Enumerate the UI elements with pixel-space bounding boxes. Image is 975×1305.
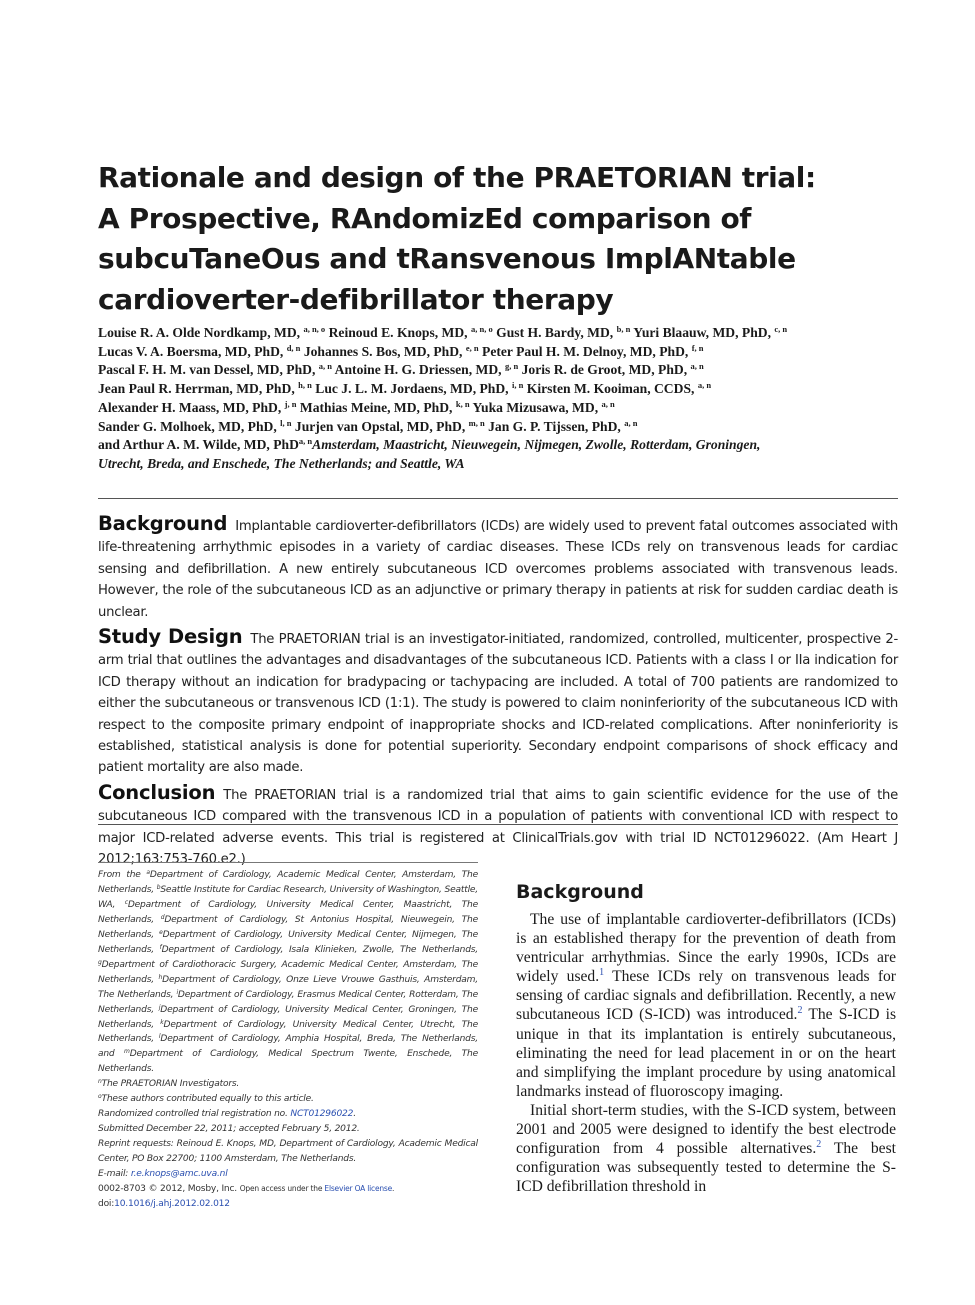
author-name: Sander G. Molhoek, MD, PhD, [98,418,277,434]
footnote-text: Department of Cardiology, St Antonius Hospital, Nieuwegein, The Netherlands, [98,914,478,940]
affiliation-marker: c [124,898,128,906]
abstract-text: The PRAETORIAN trial is an investigator-initiated, randomized, controlled, multicenter, prospective 2-arm trial that outlines the advantages and disadvantages of the subcutaneous ICD. Patients with a class I or IIa indication for ICD therapy without an indication for bradypacing or tachypacing are included. A total of 700 patients are randomized to either the subcutaneous or transvenous ICD (1:1). The study is powered to claim noninferiority of the subcutaneous ICD with respect to the composite primary endpoint of inappropriate shocks and ICD-related complications. After noninferiority is established, statistical analysis is done for potential superiority. Secondary endpoint comparisons of shock efficacy and patient mortality are also made. [98,632,898,776]
author-affiliation-marker: a, n, o [471,324,493,334]
footnote-text: The PRAETORIAN Investigators. [101,1079,240,1090]
author-line [98,361,898,380]
author-line [98,324,898,343]
author-name: Pascal F. H. M. van Dessel, MD, PhD, [98,362,316,378]
footnote-text: Randomized controlled trial registration no. [98,1109,291,1120]
email-footnote [98,1167,478,1182]
title-line: A Prospective, RAndomizEd comparison of [98,201,752,235]
abstract-text: Implantable cardioverter-defibrillators (ICDs) are widely used to prevent fatal outcomes associated with life-threatening arrhythmic episodes in a variety of cardiac diseases. These ICDs rely on transvenous leads for cardiac sensing and defibrillation. A new entirely subcutaneous ICD overcomes problems associated with transvenous leads. However, the role of the subcutaneous ICD as an adjunctive or primary therapy in patients at risk for sudden cardiac death is unclear. [98,519,898,620]
registration-footnote [98,1107,478,1122]
section-heading: Background [516,881,644,903]
author-name: Luc J. L. M. Jordaens, MD, PhD, [315,381,509,397]
author-affiliation-marker: a, n, o [303,324,326,334]
affiliation-marker: m [124,1048,130,1056]
footnote-text: Open access under the [239,1184,325,1194]
affiliation-locations: Utrecht, Breda, and Enschede, The Netherlands; and Seattle, WA [98,455,465,471]
affiliation-marker: e [159,928,163,936]
author-line [98,418,898,437]
doi-footnote [98,1197,478,1212]
author-name: Jurjen van Opstal, MD, PhD, [294,418,466,434]
author-name: Kirsten M. Kooiman, CCDS, [526,381,695,397]
affiliation-marker: l [158,1033,161,1041]
author-name: Alexander H. Maass, MD, PhD, [98,399,282,415]
affiliation-marker: h [158,973,163,981]
author-affiliation-marker: a, n [697,380,712,391]
footnote-text: Department of Cardiology, Amphia Hospital, Breda, The Netherlands, and [98,1034,478,1060]
footnote-text: From the [98,870,147,880]
doi-link[interactable]: 10.1016/j.ahj.2012.02.012 [114,1198,230,1209]
abstract-conclusion [98,782,898,871]
article-page [98,0,898,1305]
footnote-text: Department of Cardiology, Medical Spectrum Twente, Enschede, The Netherlands. [98,1049,478,1075]
author-affiliation-marker: h, n [298,380,312,391]
author-name: and Arthur A. M. Wilde, MD, PhD [98,437,299,453]
body-column [516,880,896,1196]
abstract [98,513,898,874]
author-affiliation-marker: a, n [318,361,333,372]
author-affiliation-marker: b, n [616,324,631,334]
affiliation-marker: j [158,1003,161,1011]
reference-link[interactable]: 2 [797,1005,803,1017]
author-name: Gust H. Bardy, MD, [496,325,614,340]
abstract-top-rule [98,498,898,499]
footnote-text: Department of Cardiothoracic Surgery, Academic Medical Center, Amsterdam, The Netherlands, [98,959,478,985]
abstract-bottom-rule [98,824,898,825]
author-name: Jan G. P. Tijssen, PhD, [488,418,621,434]
body-text: The S-ICD is unique in that its implantation is entirely subcutaneous, eliminating the need for lead placement in or on the heart and simplifying the implant procedure by using anatomical landmarks instead of fluoroscopy imaging. [516,1006,897,1100]
footnote-text: Department of Cardiology, University Medical Center, Utrecht, The Netherlands, [98,1019,478,1045]
author-affiliation-marker: m, n [468,417,485,428]
author-affiliation-marker: e, n [465,342,479,353]
author-affiliation-marker: a, n [298,436,313,447]
body-paragraph [516,910,896,1101]
author-affiliation-marker: g, n [504,361,519,372]
affiliation-marker: a [146,869,150,876]
author-name: Mathias Meine, MD, PhD, [299,399,453,415]
abstract-heading: Study Design [98,625,243,649]
footnote-text: These authors contributed equally to this article. [101,1094,314,1105]
affiliation-locations: Amsterdam, Maastricht, Nieuwegein, Nijmegen, Zwolle, Rotterdam, Groningen, [312,437,761,453]
article-title [98,158,898,320]
footnote-text: . [392,1184,395,1194]
footnote-rule [98,862,478,863]
investigators-footnote [98,1077,478,1092]
affiliation-marker: o [98,1093,102,1101]
footnote-text: E-mail: [98,1169,131,1180]
body-text: Initial short-term studies, with the S-ICD system, between 2001 and 2005 were designed to identify the best electrode configuration from 4 possible alternatives. [516,1101,896,1158]
affiliation-marker: f [159,943,162,951]
affiliations-footnote [98,868,478,1077]
title-line: Rationale and design of the PRAETORIAN trial: [98,161,816,194]
author-name: Johannes S. Bos, MD, PhD, [303,343,463,359]
affiliation-marker: n [98,1078,102,1086]
author-affiliation-marker: a, n [690,361,704,372]
author-affiliation-marker: a, n [624,417,638,428]
abstract-background [98,513,898,623]
footnote-text: doi: [98,1198,115,1209]
author-list [98,324,898,474]
author-affiliation-marker: f, n [691,342,704,353]
author-affiliation-marker: d, n [286,342,301,353]
author-line [98,343,898,362]
author-name: Lucas V. A. Boersma, MD, PhD, [98,343,284,359]
registration-link[interactable]: NCT01296022 [290,1109,354,1120]
footnote-text: Seattle Institute for Cardiac Research, University of Washington, Seattle, WA, [98,884,478,910]
reference-link[interactable]: 1 [599,967,605,979]
author-name: Reinoud E. Knops, MD, [328,325,468,340]
affiliation-marker: d [160,913,165,921]
author-name: Antoine H. G. Driessen, MD, [334,362,502,378]
body-paragraph [516,1101,896,1196]
title-line: subcuTaneOus and tRansvenous ImplANtable [98,242,796,275]
author-affiliation-marker: i, n [512,380,524,391]
equal-contribution-footnote [98,1092,478,1107]
affiliation-marker: b [156,883,161,891]
footnote-text: 0002-8703 © 2012, Mosby, Inc. [98,1184,237,1195]
body-text: The use of implantable cardioverter-defibrillators (ICDs) is an established therapy for the prevention of death from ventricular arrhythmias. Since the early 1990s, ICDs are widely used. [516,911,896,986]
abstract-study-design [98,626,898,779]
body-text: These ICDs rely on transvenous leads for sensing of cardiac signals and defibrillation. Recently, a new subcutaneous ICD (S-ICD) was introduced. [516,968,897,1024]
submitted-footnote: Submitted December 22, 2011; accepted February 5, 2012. [98,1124,360,1135]
author-affiliation-marker: c, n [774,324,788,334]
author-name: Yuka Mizusawa, MD, [472,399,599,415]
author-affiliation-marker: l, n [280,417,292,428]
affiliation-marker: i [176,988,178,996]
author-name: Yuri Blaauw, MD, PhD, [633,325,771,340]
footnote-text: . [353,1109,356,1120]
author-line [98,436,898,455]
author-affiliation-marker: k, n [455,398,470,409]
author-affiliation-marker: a, n [601,398,615,409]
author-name: Joris R. de Groot, MD, PhD, [521,362,688,378]
license-link[interactable]: Elsevier OA license [324,1184,393,1194]
footnote-text: Department of Cardiology, Academic Medical Center, Amsterdam, The Netherlands, [98,870,478,895]
footnote-text: Department of Cardiology, Isala Klinieken, Zwolle, The Netherlands, [161,944,478,955]
author-line [98,380,898,399]
body-text: The best configuration was subsequently tested to determine the S-ICD defibrillation threshold in [516,1140,896,1196]
author-line [98,399,898,418]
reprint-footnote: Reprint requests: Reinoud E. Knops, MD, Department of Cardiology, Academic Medical Center, PO Box 22700; 1100 Amsterdam, The Netherlands. [98,1139,478,1165]
affiliation-marker: g [98,958,102,966]
author-name: Jean Paul R. Herrman, MD, PhD, [98,381,295,397]
author-name: Louise R. A. Olde Nordkamp, MD, [98,325,301,340]
abstract-heading: Background [98,512,228,535]
title-line: cardioverter-defibrillator therapy [98,282,614,316]
footnote-text: Department of Cardiology, University Medical Center, Nijmegen, The Netherlands, [98,929,478,955]
author-name: Peter Paul H. M. Delnoy, MD, PhD, [482,343,689,359]
footnotes [98,868,478,1212]
footnote-text: Department of Cardiology, Onze Lieve Vrouwe Gasthuis, Amsterdam, The Netherlands, [98,974,478,1000]
affiliation-marker: k [160,1018,164,1026]
footnote-text: Department of Cardiology, University Medical Center, Maastricht, The Netherlands, [98,899,478,925]
abstract-text: The PRAETORIAN trial is a randomized trial that aims to gain scientific evidence for the use of the subcutaneous ICD compared with the transvenous ICD in a population of patients with conventional ICD with respect to major ICD-related adverse events. This trial is registered at ClinicalTrials.gov with trial ID NCT01296022. (Am Heart J 2012;163:753-760.e2.) [98,787,898,868]
footnote-text: Department of Cardiology, Erasmus Medical Center, Rotterdam, The Netherlands, [98,989,478,1015]
footnote-text: Department of Cardiology, University Medical Center, Groningen, The Netherlands, [98,1004,478,1030]
abstract-heading: Conclusion [98,780,216,804]
reference-link[interactable]: 2 [816,1139,822,1151]
email-link[interactable]: r.e.knops@amc.uva.nl [130,1169,228,1180]
author-affiliation-marker: j, n [284,398,297,409]
copyright-footnote [98,1182,478,1197]
